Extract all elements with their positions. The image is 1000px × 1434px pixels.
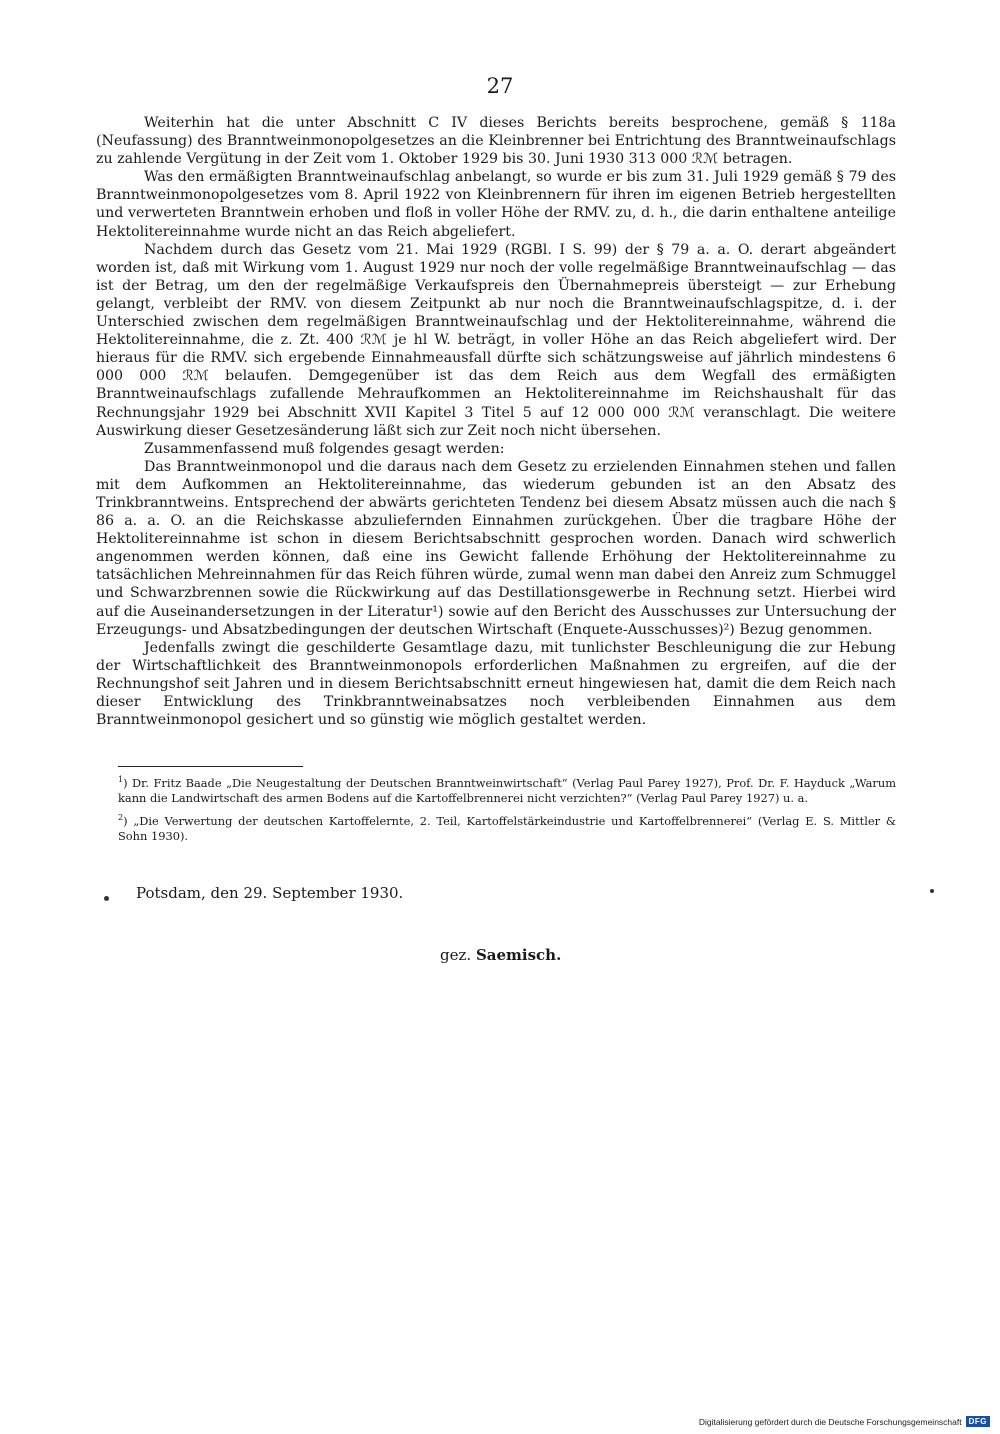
paragraph-zusammenfassung-intro: Zusammenfassend muß folgendes gesagt werden: <box>144 440 505 457</box>
signer-name: Saemisch. <box>475 946 562 964</box>
digitization-credit <box>699 1416 990 1427</box>
footnote-1 <box>118 772 896 806</box>
paragraph-ermaessigter-aufschlag: Was den ermäßigten Branntweinaufschlag anbelangt, so wurde er bis zum 31. Juli 1929 gemäß § 79 des Branntweinmonopolgesetzes vom 8. April 1922 von Kleinbrennern für ihren im eigenen Betrieb hergestellten und verwerteten Branntwein erhoben und floß in voller Höhe der RMV. zu, d. h., die darin enthaltene anteilige Hektolitereinnahme wurde nicht an das Reich abgeliefert. <box>96 169 896 240</box>
paragraph-schluss: Jedenfalls zwingt die geschilderte Gesamtlage dazu, mit tunlichster Beschleunigung die zur Hebung der Wirtschaftlichkeit des Branntweinmonopols erforderlichen Maßnahmen zu ergreifen, auf die der Rechnungshof seit Jahren und in diesem Berichtsabschnitt erneut hingewiesen hat, damit die dem Reich nach dieser Entwicklung des Trinkbranntweinabsatzes noch verbleibenden Einnahmen aus dem Branntweinmonopol gesichert und so günstig wie möglich gestaltet werden. <box>96 639 896 729</box>
dfg-logo-icon: DFG <box>966 1416 990 1427</box>
paragraph-zusammenfassung: Das Branntweinmonopol und die daraus nach dem Gesetz zu erzielenden Einnahmen stehen und fallen mit dem Aufkommen an Hektolitereinnahme, das wiederum gebunden ist an den Absatz des Trinkbranntweins. Entsprechend der abwärts gerichteten Tendenz bei diesem Absatz müssen auch die nach § 86 a. a. O. an die Reichskasse abzuliefernden Einnahmen zurückgehen. Über die tragbare Höhe der Hektolitereinnahme ist schon in diesem Berichtsabschnitt gesprochen worden. Danach wird schwerlich angenommen werden können, daß eine ins Gewicht fallende Erhöhung der Hektolitereinnahme zu tatsächlichen Mehreinnahmen für das Reich führen würde, zumal wenn man dabei den Anreiz zum Schmuggel und Schwarzbrennen sowie die Rückwirkung auf das Destillationsgewerbe in Rechnung setzt. Hierbei wird auf die Auseinandersetzungen in der Literatur¹) sowie auf den Bericht des Ausschusses zur Untersuchung der Erzeugungs- und Absatzbedingungen der deutschen Wirtschaft (Enquete-Ausschusses)²) Bezug genommen. <box>96 458 896 638</box>
footnote-separator <box>118 766 303 767</box>
footnote-text: ) „Die Verwertung der deutschen Kartoffelernte, 2. Teil, Kartoffelstärkeindustrie und Kartoffelbrennerei“ (Verlag E. S. Mittler & Sohn 1930). <box>118 813 896 843</box>
footnote-text: ) Dr. Fritz Baade „Die Neugestaltung der Deutschen Branntweinwirtschaft“ (Verlag Paul Parey 1927), Prof. Dr. F. Hayduck „Warum kann die Landwirtschaft des armen Bodens auf die Kartoffelbrennerei nicht verzichten?“ (Verlag Paul Parey 1927) u. a. <box>118 775 896 805</box>
footnote-marker: 2 <box>118 812 124 822</box>
signature-prefix: gez. <box>440 946 472 964</box>
print-speck <box>104 896 109 901</box>
body-text <box>96 114 896 729</box>
page-number: 27 <box>486 74 514 98</box>
paragraph-gesetzesaenderung: Nachdem durch das Gesetz vom 21. Mai 1929 (RGBl. I S. 99) der § 79 a. a. O. derart abgeändert worden ist, daß mit Wirkung vom 1. August 1929 nur noch der volle regelmäßige Branntweinaufschlag — das ist der Betrag, um den der regelmäßige Verkaufspreis den Übernahmepreis übersteigt — zur Erhebung gelangt, verbleibt der RMV. von diesem Zeitpunkt ab nur noch die Branntweinaufschlagspitze, d. i. der Unterschied zwischen dem regelmäßigen Branntweinaufschlag und der Hektolitereinnahme, während die Hektolitereinnahme, die z. Zt. 400 ℛℳ je hl W. beträgt, in voller Höhe an das Reich abgeliefert wird. Der hieraus für die RMV. sich ergebende Einnahmeausfall dürfte sich schätzungsweise auf jährlich mindestens 6 000 000 ℛℳ belaufen. Demgegenüber ist das dem Reich aus dem Wegfall des ermäßigten Branntweinaufschlags zufallende Mehraufkommen an Hektolitereinnahme im Reichshaushalt für das Rechnungsjahr 1929 bei Abschnitt XVII Kapitel 3 Titel 5 auf 12 000 000 ℛℳ veranschlagt. Die weitere Auswirkung dieser Gesetzesänderung läßt sich zur Zeit noch nicht übersehen. <box>96 241 896 439</box>
place-date: Potsdam, den 29. September 1930. <box>136 884 404 902</box>
footnotes <box>118 772 896 848</box>
footnote-2 <box>118 810 896 844</box>
paragraph-verguetung: Weiterhin hat die unter Abschnitt C IV dieses Berichts bereits besprochene, gemäß § 118a (Neufassung) des Branntweinmonopolgesetzes an die Kleinbrenner bei Entrichtung des Branntweinaufschlags zu zahlende Vergütung in der Zeit vom 1. Oktober 1929 bis 30. Juni 1930 313 000 ℛℳ betragen. <box>96 115 896 168</box>
print-speck <box>930 889 934 893</box>
footnote-marker: 1 <box>118 775 124 784</box>
credit-text: Digitalisierung gefördert durch die Deutsche Forschungsgemeinschaft <box>698 1416 962 1427</box>
signature-line <box>440 946 561 964</box>
